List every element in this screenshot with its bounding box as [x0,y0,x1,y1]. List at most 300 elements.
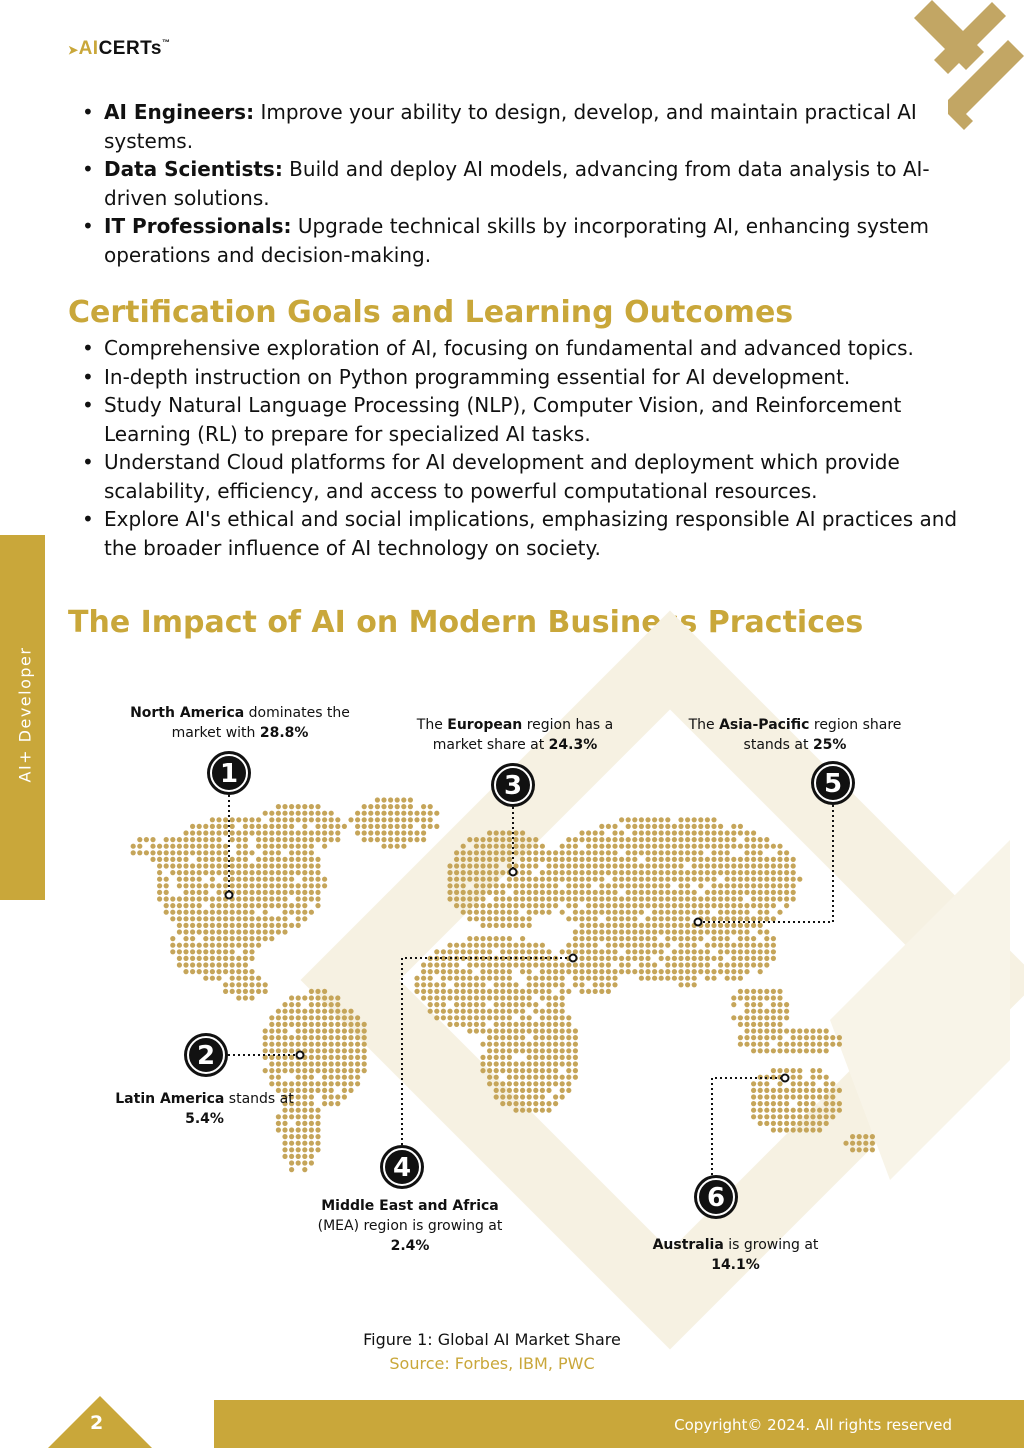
map-dot [183,857,188,862]
map-dot [428,1002,433,1007]
map-dot [203,824,208,829]
map-dot [520,1048,525,1053]
map-dot [692,956,697,961]
map-dot [698,956,703,961]
map-dot [428,995,433,1000]
map-dot [210,824,215,829]
map-dot [480,850,485,855]
map-dot [520,1035,525,1040]
map-dot [296,1160,301,1165]
map-dot [210,929,215,934]
map-dot [546,949,551,954]
map-dot [665,916,670,921]
map-dot [777,1028,782,1033]
map-dot [533,1101,538,1106]
map-dot [375,797,380,802]
map-dot [705,890,710,895]
map-dot [467,896,472,901]
map-dot [447,1015,452,1020]
map-dot [355,1035,360,1040]
map-dot [480,949,485,954]
map-dot [322,1055,327,1060]
map-dot [659,976,664,981]
map-dot [210,969,215,974]
map-dot [282,1081,287,1086]
map-dot [309,1075,314,1080]
map-dot [467,910,472,915]
map-dot [467,870,472,875]
map-dot [480,976,485,981]
map-dot [263,844,268,849]
map-dot [474,877,479,882]
map-dot [612,943,617,948]
map-dot [494,916,499,921]
map-dot [302,916,307,921]
map-dot [276,929,281,934]
map-dot [243,982,248,987]
map-dot [190,943,195,948]
map-dot [560,844,565,849]
map-dot [197,923,202,928]
map-dot [678,982,683,987]
map-dot [560,982,565,987]
callout-asia-pacific: The Asia-Pacific region share stands at 25% [688,717,902,753]
map-dot [368,804,373,809]
map-dot [639,817,644,822]
map-dot [731,863,736,868]
map-dot [560,1028,565,1033]
map-dot [744,903,749,908]
map-dot [282,1009,287,1014]
map-dot [586,962,591,967]
map-dot [500,1022,505,1027]
map-dot [566,1048,571,1053]
map-dot [170,850,175,855]
map-dot [533,982,538,987]
map-dot [269,1048,274,1053]
map-dot [632,969,637,974]
map-dot [362,817,367,822]
map-dot [190,962,195,967]
map-dot [315,837,320,842]
map-dot [586,949,591,954]
map-dot [593,890,598,895]
map-dot [276,903,281,908]
map-dot [546,1002,551,1007]
map-dot [738,923,743,928]
map-dot [540,1088,545,1093]
map-dot [500,1009,505,1014]
map-dot [243,824,248,829]
map-dot [355,1015,360,1020]
map-dot [216,896,221,901]
map-dot [302,1035,307,1040]
map-dot [573,969,578,974]
map-dot [527,1028,532,1033]
map-dot [533,1075,538,1080]
map-dot [810,1094,815,1099]
map-dot [513,890,518,895]
map-dot [777,1121,782,1126]
map-dot [527,1101,532,1106]
map-dot [718,929,723,934]
map-dot [784,1042,789,1047]
map-dot [758,1048,763,1053]
map-dot [599,962,604,967]
map-dot [203,956,208,961]
map-dot [480,1002,485,1007]
map-dot [566,1022,571,1027]
map-dot [461,910,466,915]
map-dot [698,817,703,822]
map-dot [480,857,485,862]
map-dot [276,896,281,901]
map-dot [507,903,512,908]
map-dot [507,896,512,901]
map-dot [698,903,703,908]
map-dot [784,863,789,868]
map-dot [296,1035,301,1040]
map-dot [137,850,142,855]
map-dot [738,883,743,888]
map-dot [777,857,782,862]
map-dot [560,1061,565,1066]
map-dot [309,1141,314,1146]
map-dot [513,830,518,835]
map-dot [335,1022,340,1027]
map-dot [758,1035,763,1040]
map-dot [461,903,466,908]
map-dot [507,949,512,954]
map-dot [771,870,776,875]
map-dot [797,1114,802,1119]
map-dot [533,949,538,954]
map-dot [777,1068,782,1073]
map-dot [150,837,155,842]
map-dot [164,844,169,849]
map-dot [362,830,367,835]
map-dot [546,1015,551,1020]
map-dot [513,850,518,855]
map-dot [289,811,294,816]
map-dot [302,857,307,862]
map-dot [137,844,142,849]
map-dot [480,1042,485,1047]
map-dot [289,910,294,915]
map-dot [249,890,254,895]
map-dot [645,903,650,908]
map-dot [692,910,697,915]
map-dot [645,817,650,822]
map-dot [315,896,320,901]
map-dot [619,903,624,908]
map-dot [296,1081,301,1086]
map-dot [560,857,565,862]
map-dot [309,1042,314,1047]
map-dot [520,1094,525,1099]
map-dot [507,877,512,882]
map-dot [824,1094,829,1099]
map-dot [269,1015,274,1020]
map-dot [692,943,697,948]
map-dot [276,811,281,816]
map-dot [817,1114,822,1119]
map-dot [183,830,188,835]
map-dot [269,1068,274,1073]
map-dot [454,1002,459,1007]
map-dot [507,969,512,974]
map-dot [249,956,254,961]
map-dot [388,844,393,849]
map-dot [269,1081,274,1086]
map-dot [474,837,479,842]
map-dot [751,883,756,888]
map-dot [513,837,518,842]
map-dot [236,976,241,981]
map-dot [289,1154,294,1159]
map-dot [573,857,578,862]
map-dot [758,1009,763,1014]
map-dot [810,1108,815,1113]
map-dot [777,1108,782,1113]
map-dot [480,1015,485,1020]
map-dot [203,936,208,941]
map-dot [282,1035,287,1040]
map-dot [494,870,499,875]
map-dot [692,850,697,855]
map-dot [335,1094,340,1099]
map-dot [315,1009,320,1014]
map-dot [573,837,578,842]
map-dot [408,804,413,809]
map-dot [672,863,677,868]
map-dot [777,877,782,882]
map-dot [678,830,683,835]
map-dot [672,837,677,842]
map-dot [282,1048,287,1053]
map-dot [335,1015,340,1020]
map-dot [705,857,710,862]
map-dot [388,830,393,835]
map-dot [447,949,452,954]
map-dot [692,863,697,868]
map-dot [249,916,254,921]
map-dot [500,989,505,994]
map-dot [243,903,248,908]
map-dot [487,1028,492,1033]
map-dot [758,1088,763,1093]
map-dot [751,923,756,928]
map-dot [177,857,182,862]
map-dot [619,923,624,928]
map-dot [659,850,664,855]
map-dot [467,1028,472,1033]
map-dot [302,1108,307,1113]
map-dot [797,877,802,882]
map-dot [355,830,360,835]
map-dot [302,1121,307,1126]
map-dot [236,837,241,842]
map-dot [263,877,268,882]
map-dot [454,989,459,994]
map-dot [764,1108,769,1113]
map-dot [533,890,538,895]
map-dot [777,1094,782,1099]
map-dot [652,969,657,974]
callout-europe: The European region has a market share at 24.3% [416,717,614,753]
map-dot [738,962,743,967]
map-dot [777,1002,782,1007]
map-dot [461,989,466,994]
map-dot [791,1042,796,1047]
map-dot [197,956,202,961]
map-dot [494,850,499,855]
map-dot [302,1141,307,1146]
map-dot [652,844,657,849]
map-dot [744,929,749,934]
map-dot [401,824,406,829]
map-dot [434,824,439,829]
map-dot [652,916,657,921]
map-dot [210,844,215,849]
map-dot [494,877,499,882]
map-dot [296,1002,301,1007]
map-dot [731,837,736,842]
map-dot [626,844,631,849]
map-dot [659,844,664,849]
callout-number-badge [207,751,251,795]
map-dot [480,943,485,948]
map-dot [216,830,221,835]
map-dot [177,923,182,928]
map-dot [480,989,485,994]
map-dot [810,1068,815,1073]
map-dot [230,870,235,875]
map-dot [487,943,492,948]
map-dot [362,1048,367,1053]
map-dot [659,857,664,862]
map-dot [665,870,670,875]
map-dot [573,903,578,908]
map-dot [744,1028,749,1033]
map-dot [447,995,452,1000]
map-dot [586,877,591,882]
map-dot [652,943,657,948]
map-dot [315,1015,320,1020]
map-dot [500,1094,505,1099]
map-dot [243,877,248,882]
map-dot [533,863,538,868]
map-dot [540,1081,545,1086]
map-dot [705,949,710,954]
map-dot [797,1121,802,1126]
map-dot [296,863,301,868]
map-dot [263,1042,268,1047]
map-dot [302,1160,307,1165]
map-dot [751,870,756,875]
map-dot [527,1094,532,1099]
map-dot [639,943,644,948]
map-dot [348,1048,353,1053]
map-dot [276,850,281,855]
map-dot [461,870,466,875]
map-dot [494,883,499,888]
map-dot [335,1055,340,1060]
map-dot [230,949,235,954]
map-dot [626,883,631,888]
map-dot [804,1127,809,1132]
map-dot [309,850,314,855]
map-dot [315,1134,320,1139]
map-dot [626,923,631,928]
logo-arrow-icon: ➤ [68,43,79,57]
map-dot [725,896,730,901]
map-dot [236,857,241,862]
map-dot [309,1002,314,1007]
map-dot [177,956,182,961]
map-dot [249,910,254,915]
map-dot [527,890,532,895]
map-dot [698,929,703,934]
map-dot [546,1035,551,1040]
map-dot [764,910,769,915]
map-dot [744,890,749,895]
map-dot [494,923,499,928]
map-dot [276,916,281,921]
map-dot [573,1055,578,1060]
map-dot [777,995,782,1000]
map-dot [665,883,670,888]
map-dot [236,877,241,882]
map-dot [269,1035,274,1040]
map-dot [626,916,631,921]
map-dot [500,830,505,835]
map-dot [553,982,558,987]
map-dot [190,903,195,908]
map-dot [329,830,334,835]
map-dot [177,943,182,948]
map-dot [758,1108,763,1113]
audience-list [68,98,958,269]
map-dot [711,969,716,974]
map-dot [533,1094,538,1099]
map-dot [725,830,730,835]
map-dot [553,1028,558,1033]
map-dot [672,910,677,915]
map-dot [527,943,532,948]
map-dot [276,1075,281,1080]
map-dot [216,956,221,961]
map-dot [256,982,261,987]
map-dot [190,883,195,888]
map-dot [170,910,175,915]
map-dot [315,1061,320,1066]
map-dot [289,1160,294,1165]
map-dot [744,863,749,868]
map-dot [480,1028,485,1033]
map-dot [632,863,637,868]
map-dot [454,962,459,967]
map-dot [645,969,650,974]
map-dot [784,1048,789,1053]
map-dot [520,883,525,888]
map-dot [751,1101,756,1106]
map-dot [249,982,254,987]
map-dot [249,969,254,974]
map-dot [771,936,776,941]
map-dot [296,1147,301,1152]
map-dot [665,817,670,822]
